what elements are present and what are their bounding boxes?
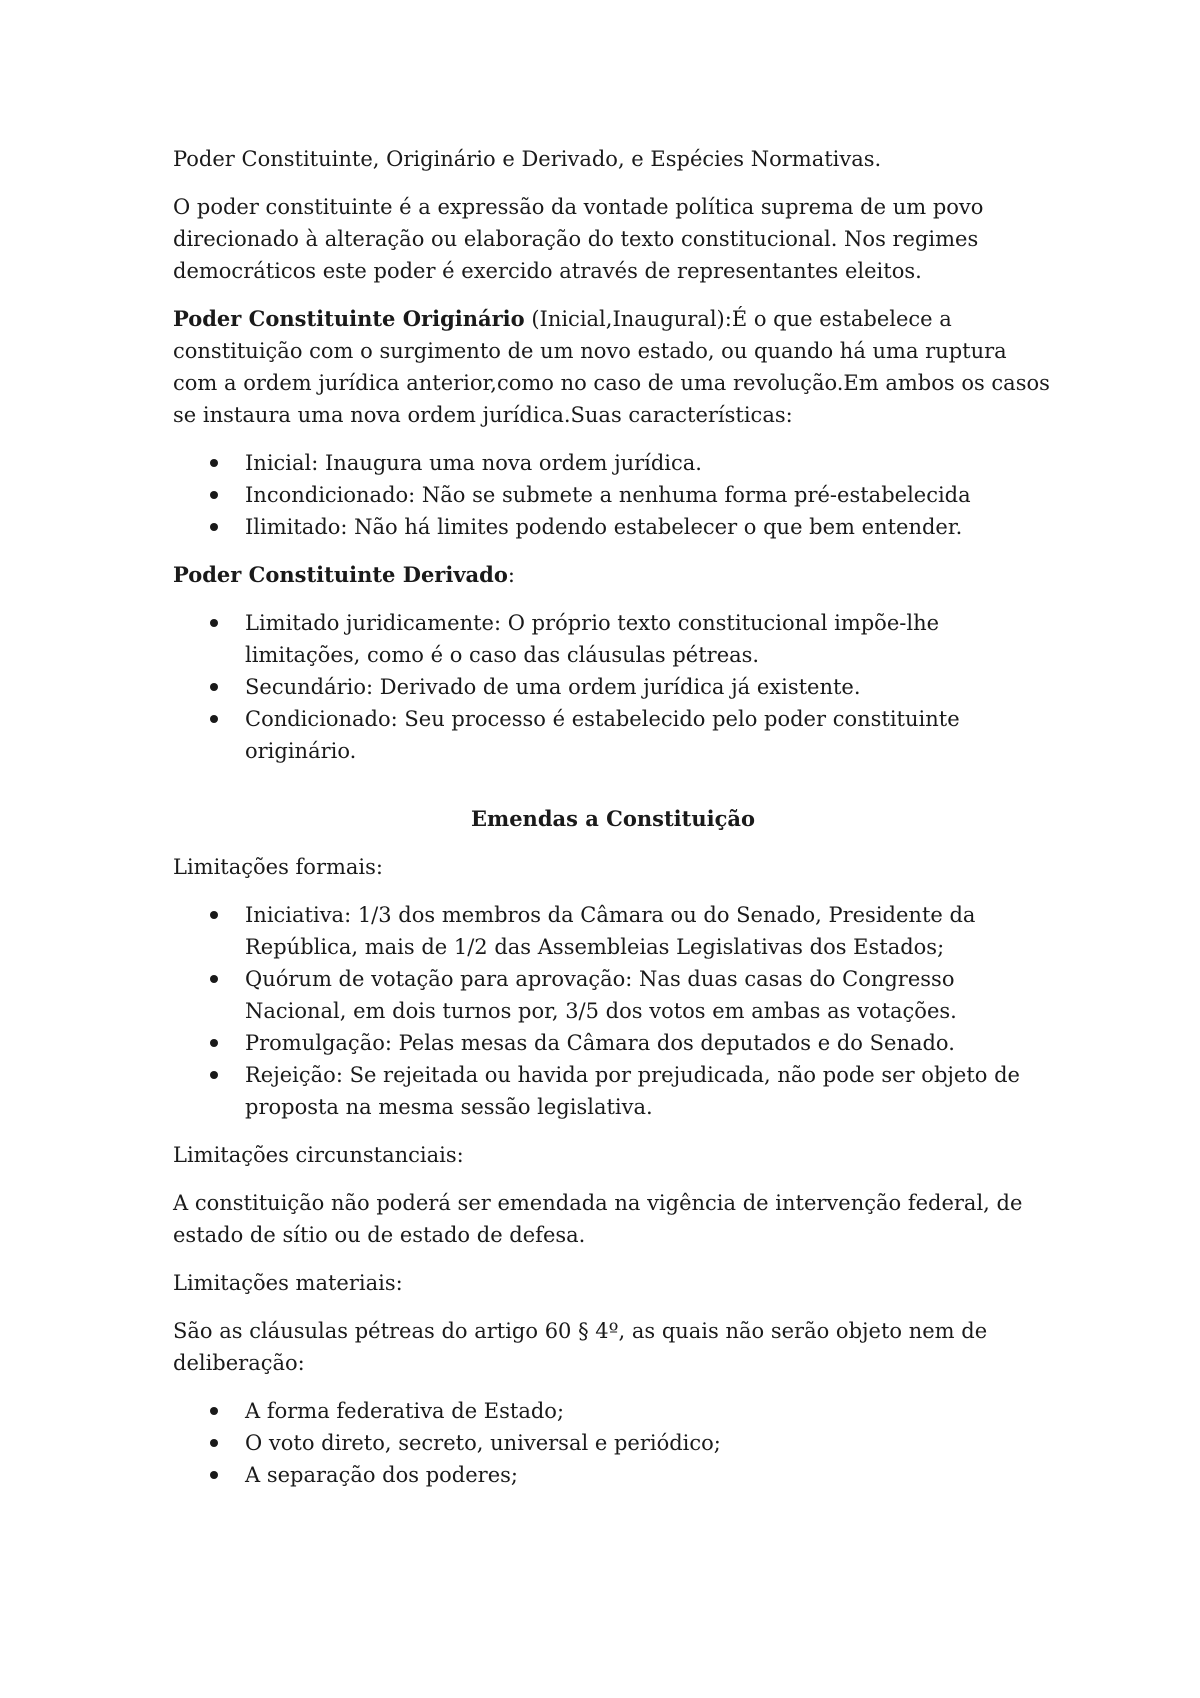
- list-item: Secundário: Derivado de uma ordem jurídica já existente.: [245, 671, 1053, 703]
- list-item: O voto direto, secreto, universal e periódico;: [245, 1427, 1053, 1459]
- list-item: Inicial: Inaugura uma nova ordem jurídica.: [245, 447, 1053, 479]
- originario-heading: Poder Constituinte Originário: [173, 306, 525, 331]
- derivado-paragraph: [173, 559, 1053, 591]
- materiais-label: Limitações materiais:: [173, 1271, 403, 1295]
- list-item: A forma federativa de Estado;: [245, 1395, 1053, 1427]
- list-item: Limitado juridicamente: O próprio texto constitucional impõe-lhe limitações, como é o caso das cláusulas pétreas.: [245, 607, 1053, 671]
- materiais-text: São as cláusulas pétreas do artigo 60 § 4º, as quais não serão objeto nem de deliberação:: [173, 1319, 988, 1375]
- list-item: Iniciativa: 1/3 dos membros da Câmara ou do Senado, Presidente da República, mais de 1/2 das Assembleias Legislativas dos Estados;: [245, 899, 1053, 963]
- circunstanciais-label: Limitações circunstanciais:: [173, 1143, 464, 1167]
- list-item: Ilimitado: Não há limites podendo estabelecer o que bem entender.: [245, 511, 1053, 543]
- list-item: Quórum de votação para aprovação: Nas duas casas do Congresso Nacional, em dois turnos por, 3/5 dos votos em ambas as votações.: [245, 963, 1053, 1027]
- materiais-list: [173, 1395, 1053, 1491]
- list-item: A separação dos poderes;: [245, 1459, 1053, 1491]
- intro-paragraph: O poder constituinte é a expressão da vontade política suprema de um povo direcionado à alteração ou elaboração do texto constitucional. Nos regimes democráticos este poder é exercido através de representantes eleitos.: [173, 195, 984, 283]
- formais-label: Limitações formais:: [173, 855, 383, 879]
- originario-paragraph: [173, 303, 1053, 431]
- derivado-list: [173, 607, 1053, 767]
- list-item: Rejeição: Se rejeitada ou havida por prejudicada, não pode ser objeto de proposta na mesma sessão legislativa.: [245, 1059, 1053, 1123]
- list-item: Condicionado: Seu processo é estabelecido pelo poder constituinte originário.: [245, 703, 1053, 767]
- originario-text: (Inicial,Inaugural):É o que estabelece a constituição com o surgimento de um novo estado, ou quando há uma ruptura com a ordem jurídica anterior,como no caso de uma revolução.Em ambos os casos se instaura uma nova ordem jurídica.Suas características:: [173, 307, 1050, 427]
- circunstanciais-text: A constituição não poderá ser emendada na vigência de intervenção federal, de estado de sítio ou de estado de defesa.: [173, 1191, 1023, 1247]
- list-item: Promulgação: Pelas mesas da Câmara dos deputados e do Senado.: [245, 1027, 1053, 1059]
- formais-list: [173, 899, 1053, 1123]
- originario-list: [173, 447, 1053, 543]
- document-title: Poder Constituinte, Originário e Derivado, e Espécies Normativas.: [173, 147, 882, 171]
- list-item: Incondicionado: Não se submete a nenhuma forma pré-estabelecida: [245, 479, 1053, 511]
- derivado-heading: Poder Constituinte Derivado: [173, 562, 508, 587]
- emendas-heading: Emendas a Constituição: [470, 806, 756, 831]
- derivado-suffix: :: [507, 563, 515, 587]
- document-page: [173, 143, 1053, 1507]
